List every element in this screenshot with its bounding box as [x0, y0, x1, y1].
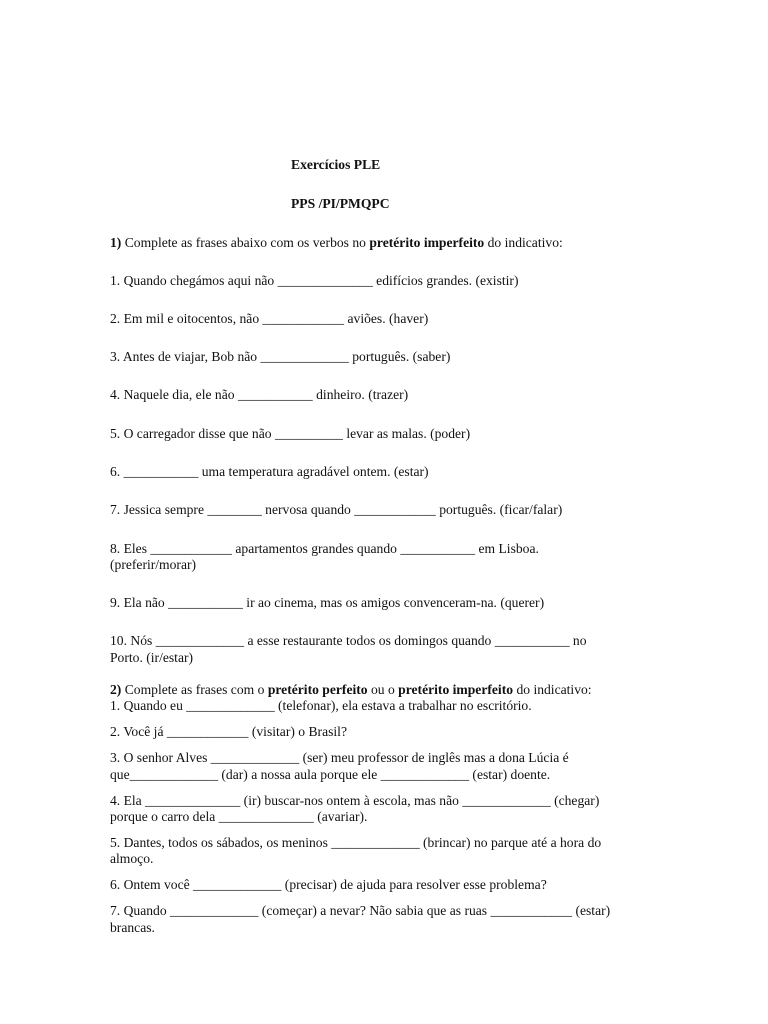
page-title: Exercícios PLE — [291, 157, 381, 172]
page-subtitle: PPS /PI/PMQPC — [291, 196, 390, 211]
exercise-item: 6. ___________ uma temperatura agradável ontem. (estar) — [110, 464, 429, 479]
section1-number: 1) — [110, 235, 122, 250]
section2-instruction-bold-1: pretérito perfeito — [267, 682, 368, 697]
section2-instruction — [110, 682, 592, 698]
exercise-item: 5. O carregador disse que não __________ levar as malas. (poder) — [110, 426, 471, 441]
exercise2-item-7-line2: brancas. — [110, 920, 155, 935]
exercise2-item-5-line1: 5. Dantes, todos os sábados, os meninos _____________ (brincar) no parque até a hora do — [110, 835, 602, 850]
exercise-item: 7. Jessica sempre ________ nervosa quando ____________ português. (ficar/falar) — [110, 502, 563, 517]
exercise-item-10-line1: 10. Nós _____________ a esse restaurante todos os domingos quando ___________ no — [110, 633, 587, 648]
section1-instruction-bold: pretérito imperfeito — [369, 235, 485, 250]
exercise2-item-7-line1: 7. Quando _____________ (começar) a nevar? Não sabia que as ruas ____________ (estar) — [110, 903, 611, 918]
exercise-item-8-line2: (preferir/morar) — [110, 557, 197, 572]
section1-instruction — [110, 235, 563, 251]
section2-instruction-text-a: Complete as frases com o — [121, 682, 268, 697]
exercise2-item-4-line1: 4. Ela ______________ (ir) buscar-nos ontem à escola, mas não _____________ (chegar) — [110, 793, 600, 808]
section1-instruction-text-a: Complete as frases abaixo com os verbos no — [121, 235, 370, 250]
exercise-item-10-line2: Porto. (ir/estar) — [110, 650, 194, 665]
exercise2-item-1: 1. Quando eu _____________ (telefonar), ela estava a trabalhar no escritório. — [110, 698, 532, 713]
exercise2-item-3-line2: que_____________ (dar) a nossa aula porque ele _____________ (estar) doente. — [110, 767, 551, 782]
exercise2-item-3-line1: 3. O senhor Alves _____________ (ser) meu professor de inglês mas a dona Lúcia é — [110, 750, 569, 765]
section1-instruction-text-b: do indicativo: — [484, 235, 563, 250]
exercise2-item-5-line2: almoço. — [110, 851, 154, 866]
section2-instruction-text-b: ou o — [367, 682, 399, 697]
exercise2-item-2: 2. Você já ____________ (visitar) o Brasil? — [110, 724, 347, 739]
section2-number: 2) — [110, 682, 122, 697]
exercise-item: 4. Naquele dia, ele não ___________ dinheiro. (trazer) — [110, 387, 409, 402]
exercise2-item-6: 6. Ontem você _____________ (precisar) de ajuda para resolver esse problema? — [110, 877, 547, 892]
exercise-item-9: 9. Ela não ___________ ir ao cinema, mas os amigos convenceram-na. (querer) — [110, 595, 545, 610]
exercise-item: 3. Antes de viajar, Bob não _____________ português. (saber) — [110, 349, 451, 364]
section2-instruction-bold-2: pretérito imperfeito — [398, 682, 514, 697]
exercise-item: 2. Em mil e oitocentos, não ____________ aviões. (haver) — [110, 311, 429, 326]
exercise2-item-4-line2: porque o carro dela ______________ (avariar). — [110, 809, 368, 824]
exercise-item-8-line1: 8. Eles ____________ apartamentos grandes quando ___________ em Lisboa. — [110, 541, 539, 556]
exercise-item: 1. Quando chegámos aqui não ______________ edifícios grandes. (existir) — [110, 273, 519, 288]
section2-instruction-text-c: do indicativo: — [513, 682, 592, 697]
